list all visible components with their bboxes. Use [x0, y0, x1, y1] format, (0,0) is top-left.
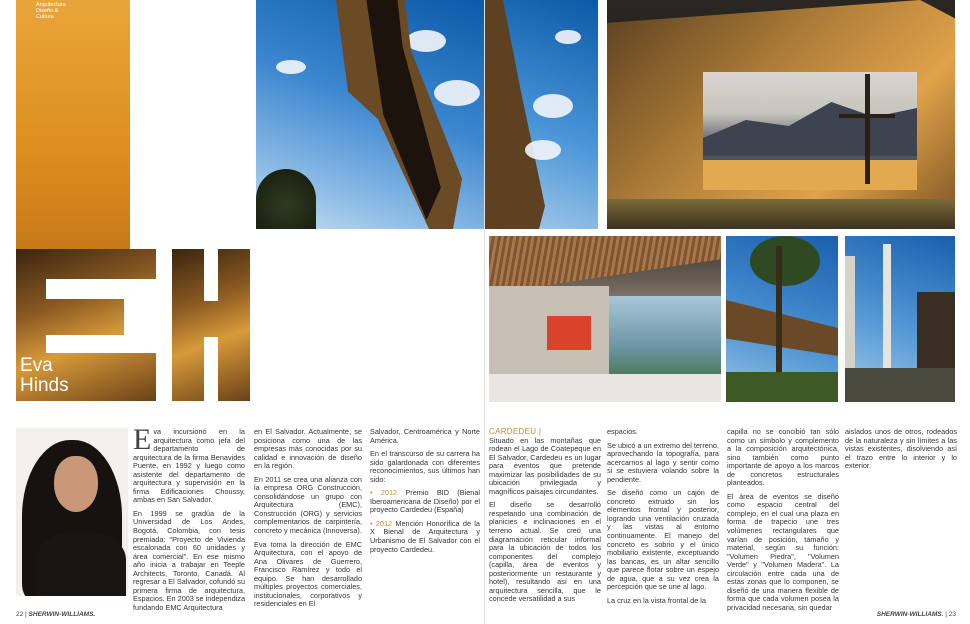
chapel-photo — [607, 0, 955, 229]
right-col-2: espacios. Se ubicó a un extremo del terreno, aprovechando la topografía, para acercarnos al lago y sentir como si se estuviera volando sobre la pendiente. Se diseñó como un cajón de concreto extruido sin los elementos frontal y posterior, logrando una ventilación cruzada y las vistas al entorno continuamente. El manejo del concreto es sobrio y el único mobiliario existente, exceptuando las bancas, es un altar sencillo que parece flotar sobre un espejo de agua, que a su vez crea la percepción que se une al lago. La cruz en la vista frontal de la — [607, 427, 719, 605]
left-col-2: en El Salvador. Actualmente, se posiciona como una de las empresas más conocidas por su calidad e innovación de diseño en la región. En 2011 se crea una alianza con la empresa ORG Construcción, consolidándose un grupo con Arquitectura (EMC), Construcción (ORG) y servicios complementarios de carpintería, concreto y mecánica (Innoversa). Eva toma la dirección de EMC Arquitectura, con el apoyo de Ana Olivares de Guerrero, Francisco Ramírez y todo el equipo. Se han desarrollado múltiples proyectos comerciales, institucionales, corporativos y residenciales en El — [254, 427, 362, 609]
orange-color-band — [16, 0, 130, 249]
dropcap: E — [133, 423, 152, 456]
event-hall-interior-photo — [489, 236, 721, 402]
left-folio — [16, 611, 95, 618]
left-col-1: Eva incursionó en la arquitectura como jefa del departamento de arquitectura de la firma Benavides Puente, en 1992 y luego como asistente del departamento de arquitectura y supervisión en la firma Edificaciones Choussy, ambas en San Salvador. En 1999 se gradúa de la Universidad de Los Andes, Bogotá, Colombia, con tesis premiada: "Proyecto de Vivienda escalonada con 60 unidades y área comercial". En ese mismo año inicia a trabajar en Teeple Architects, Toronto, Canadá. Al regresar a El Salvador, cofundó su primera firma de arquitectura, Espacios. En 2003 se independiza fundando EMC Arquitectura — [133, 423, 245, 612]
brand-logo: SHERWIN-WILLIAMS. — [876, 611, 944, 618]
award-year: • 2012 — [370, 488, 398, 498]
profile-last-name: Hinds — [20, 375, 69, 396]
right-col-3: capilla no se concibió tan sólo como un símbolo y complemento a la composición arquitectónica, sino también como punto importante de apoyo a los marcos de concretos estructurales planteados. El área de eventos se diseñó como espacio central del complejo, en el cual una plaza en forma de trapecio une tres volúmenes rectangulares que varían de posición, tamaño y material, según su función: "Volumen Piedra", "Volumen Verde" y "Volumen Madera". La circulación entre cada una de estas zonas que lo componen, se diseñó de una manera flexible de forma que cada volumen posea la privacidad necesaria, sin quedar — [727, 427, 839, 612]
brand-logo: SHERWIN-WILLIAMS. — [28, 611, 96, 618]
tower-photo — [845, 236, 955, 402]
right-col-4: aislados unos de otros, rodeados de la naturaleza y sin límites a las vistas existentes, disolviendo así el trazo entre lo interior y lo exterior. — [845, 427, 957, 471]
page-number: 22 | — [16, 611, 27, 618]
left-col-3: Salvador, Centroamérica y Norte América. En el transcurso de su carrera ha sido galardonada con diferentes reconocimientos, sus últimos han sido: • 2012 Premio BID (Bienal Iberoamericana de Diseño) por el proyecto Cardedeu (España) • 2012 Mención Honorífica de la X Bienal de Arquitectura y Urbanismo de El Salvador con el proyecto Cardedeu. — [370, 427, 480, 554]
eva-hinds-portrait — [16, 428, 128, 596]
section-tag: Arquitectura Diseño & Cultura — [36, 2, 66, 20]
page-number: | 23 — [945, 611, 956, 618]
concrete-cantilever-photo-continued — [485, 0, 598, 229]
wood-volume-photo — [726, 236, 838, 402]
right-page — [485, 0, 970, 624]
right-folio — [877, 611, 956, 618]
profile-first-name: Eva — [20, 355, 53, 376]
project-title: CARDEDEU | — [489, 427, 542, 436]
award-year: • 2012 — [370, 518, 393, 528]
right-col-1: CARDEDEU | Situado en las montañas que rodean el Lago de Coatepeque en El Salvador, Cardedeu es un lugar para eventos que pretende maximizar las posibilidades de su ubicación privilegiada y magníficos paisajes circundantes. El diseño se desarrolló respetando una combinación de planicies e inclinaciones en el terreno actual. Se creó una diagramación reticular informal para la ubicación de todos los componentes del complejo (capilla, área de eventos y posteriormente un restaurante y hotel), resultando así en una arquitectura sencilla, que le concede versatilidad a sus — [489, 427, 601, 604]
concrete-cantilever-photo — [256, 0, 485, 229]
